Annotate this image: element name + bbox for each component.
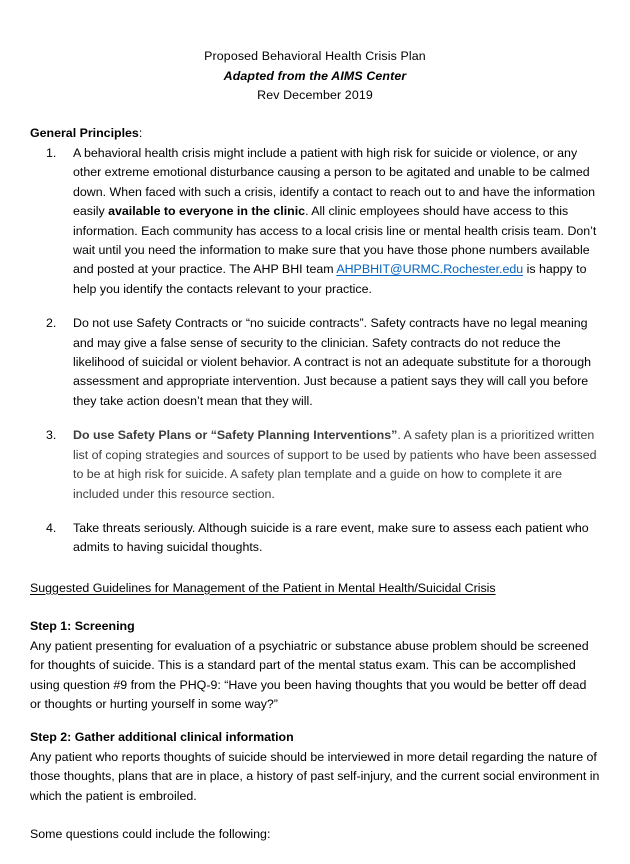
principle-number: 2.	[46, 316, 57, 331]
text-run: . All clinic employees should have access to this information. Each community has access to a local crisis line or mental health crisis team. Don’t wait until you need the information to make sure that you have those phone numbers available and posted at your practice. The AHP BHI team	[73, 204, 597, 277]
principle-number: 4.	[46, 520, 57, 535]
general-principles-heading-text: General Principles	[30, 125, 139, 140]
emphasis-text: Do use Safety Plans or “Safety Planning Interventions”	[73, 428, 398, 443]
step-2-body: Any patient who reports thoughts of suicide should be interviewed in more detail regarding the nature of those thoughts, plans that are in place, a history of past self-injury, and the current social environment in which the patient is embroiled.	[30, 749, 600, 803]
text-run: is happy to help you identify the contacts relevant to your practice.	[73, 262, 587, 296]
title-line-primary: Proposed Behavioral Health Crisis Plan	[204, 49, 426, 63]
closing-line: Some questions could include the following:	[30, 827, 271, 842]
principle-item	[30, 314, 600, 411]
principle-item	[30, 144, 600, 299]
spacer-before-guidelines	[30, 558, 600, 579]
general-principles-heading	[30, 124, 600, 144]
principle-item	[30, 519, 600, 558]
principle-number: 3.	[46, 428, 57, 443]
text-run: Do not use Safety Contracts or “no suicide contracts”. Safety contracts have no legal meaning and may give a false sense of security to the clinician. Safety contracts do not reduce the likelihood of suicidal or violent behavior. A contract is not an adequate substitute for a thorough assessment and appropriate intervention. Just because a patient says they will call you before they take action doesn’t mean that they will.	[73, 316, 591, 408]
general-principles-list	[30, 144, 600, 558]
principle-number: 1.	[46, 146, 57, 160]
spacer-before-step-1	[30, 598, 600, 617]
principle-text	[73, 426, 600, 504]
principle-item	[30, 426, 600, 504]
guidelines-heading: Suggested Guidelines for Management of the Patient in Mental Health/Suicidal Crisis	[30, 580, 496, 595]
principle-text	[73, 519, 600, 558]
principle-text	[73, 314, 600, 411]
title-line-revision: Rev December 2019	[257, 88, 373, 102]
email-link[interactable]: AHPBHIT@URMC.Rochester.edu	[336, 262, 524, 277]
text-run: A behavioral health crisis might include a patient with high risk for suicide or violence, or any other extreme emotional disturbance causing a person to be agitated and unable to be calmed down. When faced with such a crisis, identify a contact to reach out to and have the information easily	[73, 146, 596, 219]
document-title-block	[30, 47, 600, 106]
principle-text	[73, 144, 600, 299]
general-principles-heading-colon: :	[138, 125, 143, 140]
emphasis-text: available to everyone in the clinic	[108, 204, 306, 219]
step-1-heading: Step 1: Screening	[30, 619, 135, 634]
text-run: Take threats seriously. Although suicide is a rare event, make sure to assess each patient who admits to having suicidal thoughts.	[73, 520, 589, 555]
spacer-before-closing	[30, 806, 600, 825]
title-line-source: Adapted from the AIMS Center	[223, 68, 407, 83]
text-run: . A safety plan is a prioritized written list of coping strategies and sources of support to be used by patients who have been assessed to be at high risk for suicide. A safety plan template and a guide on how to complete it are included under this resource section.	[73, 428, 597, 501]
step-1-body: Any patient presenting for evaluation of a psychiatric or substance abuse problem should be screened for thoughts of suicide. This is a standard part of the mental status exam. This can be accomplished using question #9 from the PHQ-9: “Have you been having thoughts that you would be better off dead or thoughts or hurting yourself in some way?”	[30, 638, 589, 711]
step-2-heading: Step 2: Gather additional clinical information	[30, 730, 294, 745]
spacer-before-step-2	[30, 714, 600, 728]
